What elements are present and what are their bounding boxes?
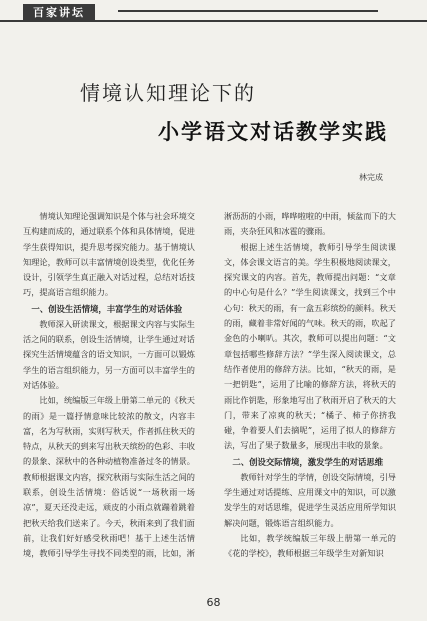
paragraph: 比如，统编版三年级上册第二单元的《秋天的雨》是一篇抒情意味比较浓的散文，内容丰富，名为写秋雨，实则写秋天，作者抓住秋天的特点，从秋天的到来写出秋天缤纷的色彩、丰收的景象、深秋中的各种动植物准备过冬的情景。教师根据课文内容，探究秋雨与实际生活之间的联系，创设生活情境：俗话说“一场秋雨一场凉”，夏天还没走远，顽皮的小雨点就蹦着跳着把秋天给我们送来了。今天，秋雨来到了我们面前，让我们好好感受秋雨吧！基于上述生活情境，教师引导学生寻找不同类型的雨，比如，淅: [23, 395, 195, 559]
right-column: [224, 209, 396, 562]
section-heading: 一、创设生活情境，丰富学生的对话体验: [31, 303, 183, 314]
section-label: 百家讲坛: [23, 4, 95, 22]
paragraph: 教师深入研读课文，根据课文内容与实际生活之间的联系，创设生活情境，让学生通过对话探究生活情境蕴含的语文知识，一方面可以锻炼学生的语言组织能力，另一方面可以丰富学生的对话体验。: [23, 318, 195, 390]
section-header: [0, 0, 427, 22]
left-column: [23, 209, 195, 562]
author-name: 林完成: [359, 173, 383, 182]
paragraph: 根据上述生活情境，教师引导学生阅读课文，体会课文语言的美。学生积极地阅读课文，探究课文的内容。首先，教师提出问题：“文章的中心句是什么？”学生阅读课文，找到三个中心句：秋天的雨，有一盒五彩缤纷的颜料。秋天的雨，藏着非常好闻的气味。秋天的雨，吹起了金色的小喇叭。其次，教师可以提出问题：“文章包括哪些修辞方法？”学生深入阅读课文，总结作者使用的修辞方法。比如，“秋天的雨，是一把钥匙”，运用了比喻的修辞方法，将秋天的雨比作钥匙，形象地写出了秋雨开启了秋天的大门，带来了凉爽的秋天；“橘子、柿子你挤我碰，争着要人们去摘呢”，运用了拟人的修辞方法，写出了果子数量多，展现出丰收的景象。: [224, 241, 396, 451]
paragraph: 教师针对学生的学情，创设交际情境，引导学生通过对话提练、应用课文中的知识，可以激发学生的对话思维，促进学生灵活应用所学知识解决问题，锻炼语言组织能力。: [224, 471, 396, 528]
header-stripe: [118, 10, 378, 12]
article-title-line1: 情境认知理论下的: [80, 81, 256, 105]
article-title-line2: 小学语文对话教学实践: [158, 120, 388, 144]
page-number: 68: [206, 596, 221, 609]
paragraph: 比如，教学统编版三年级上册第一单元的《花的学校》，教师根据三年级学生对新知识: [224, 532, 396, 559]
paragraph: 情境认知理论强调知识是个体与社会环境交互构建而成的，通过联系个体和具体情境，促进学生获得知识，提升思考探究能力。基于情境认知理论，教师可以丰富情境创设类型，优化任务设计，引领学生真正融入对话过程，总结对话技巧，提高语言组织能力。: [23, 211, 195, 298]
paragraph: 淅沥沥的小雨，哗哗啦啦的中雨，倾盆而下的大雨，夹杂狂风和冰雹的骤雨。: [224, 211, 396, 237]
section-heading: 二、创设交际情境，激发学生的对话思维: [232, 456, 384, 467]
